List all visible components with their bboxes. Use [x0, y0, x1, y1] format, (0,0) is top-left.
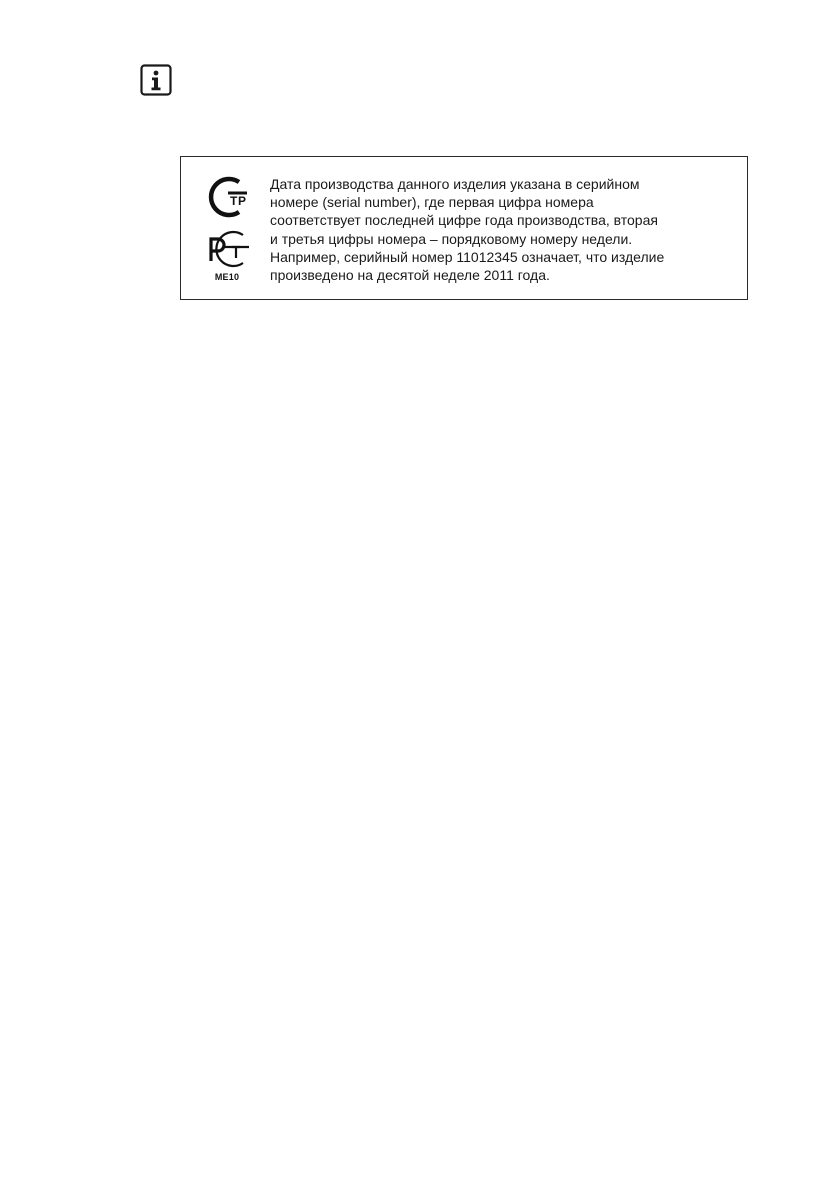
conformity-marks [203, 173, 253, 285]
pct-gost-conformity-mark-icon [203, 229, 251, 269]
text-line: соответствует последней цифре года производства, вторая [270, 212, 658, 229]
svg-text:Р: Р [238, 194, 247, 208]
text-line: и третья цифры номера – порядковому номеру недели. [270, 230, 633, 247]
text-line: произведено на десятой неделе 2011 года. [270, 267, 550, 284]
mark-code-label: ME10 [214, 272, 240, 282]
text-line: номере (serial number), где первая цифра номера [270, 194, 594, 211]
eac-tr-conformity-mark-icon [203, 173, 251, 221]
serial-number-explanation [270, 175, 740, 284]
text-line: Дата производства данного изделия указана в серийном [270, 176, 640, 192]
certification-notice-box [180, 156, 748, 300]
text-line: Например, серийный номер 11012345 означает, что изделие [270, 248, 665, 265]
svg-text:Т: Т [230, 194, 238, 208]
info-icon [140, 64, 172, 96]
